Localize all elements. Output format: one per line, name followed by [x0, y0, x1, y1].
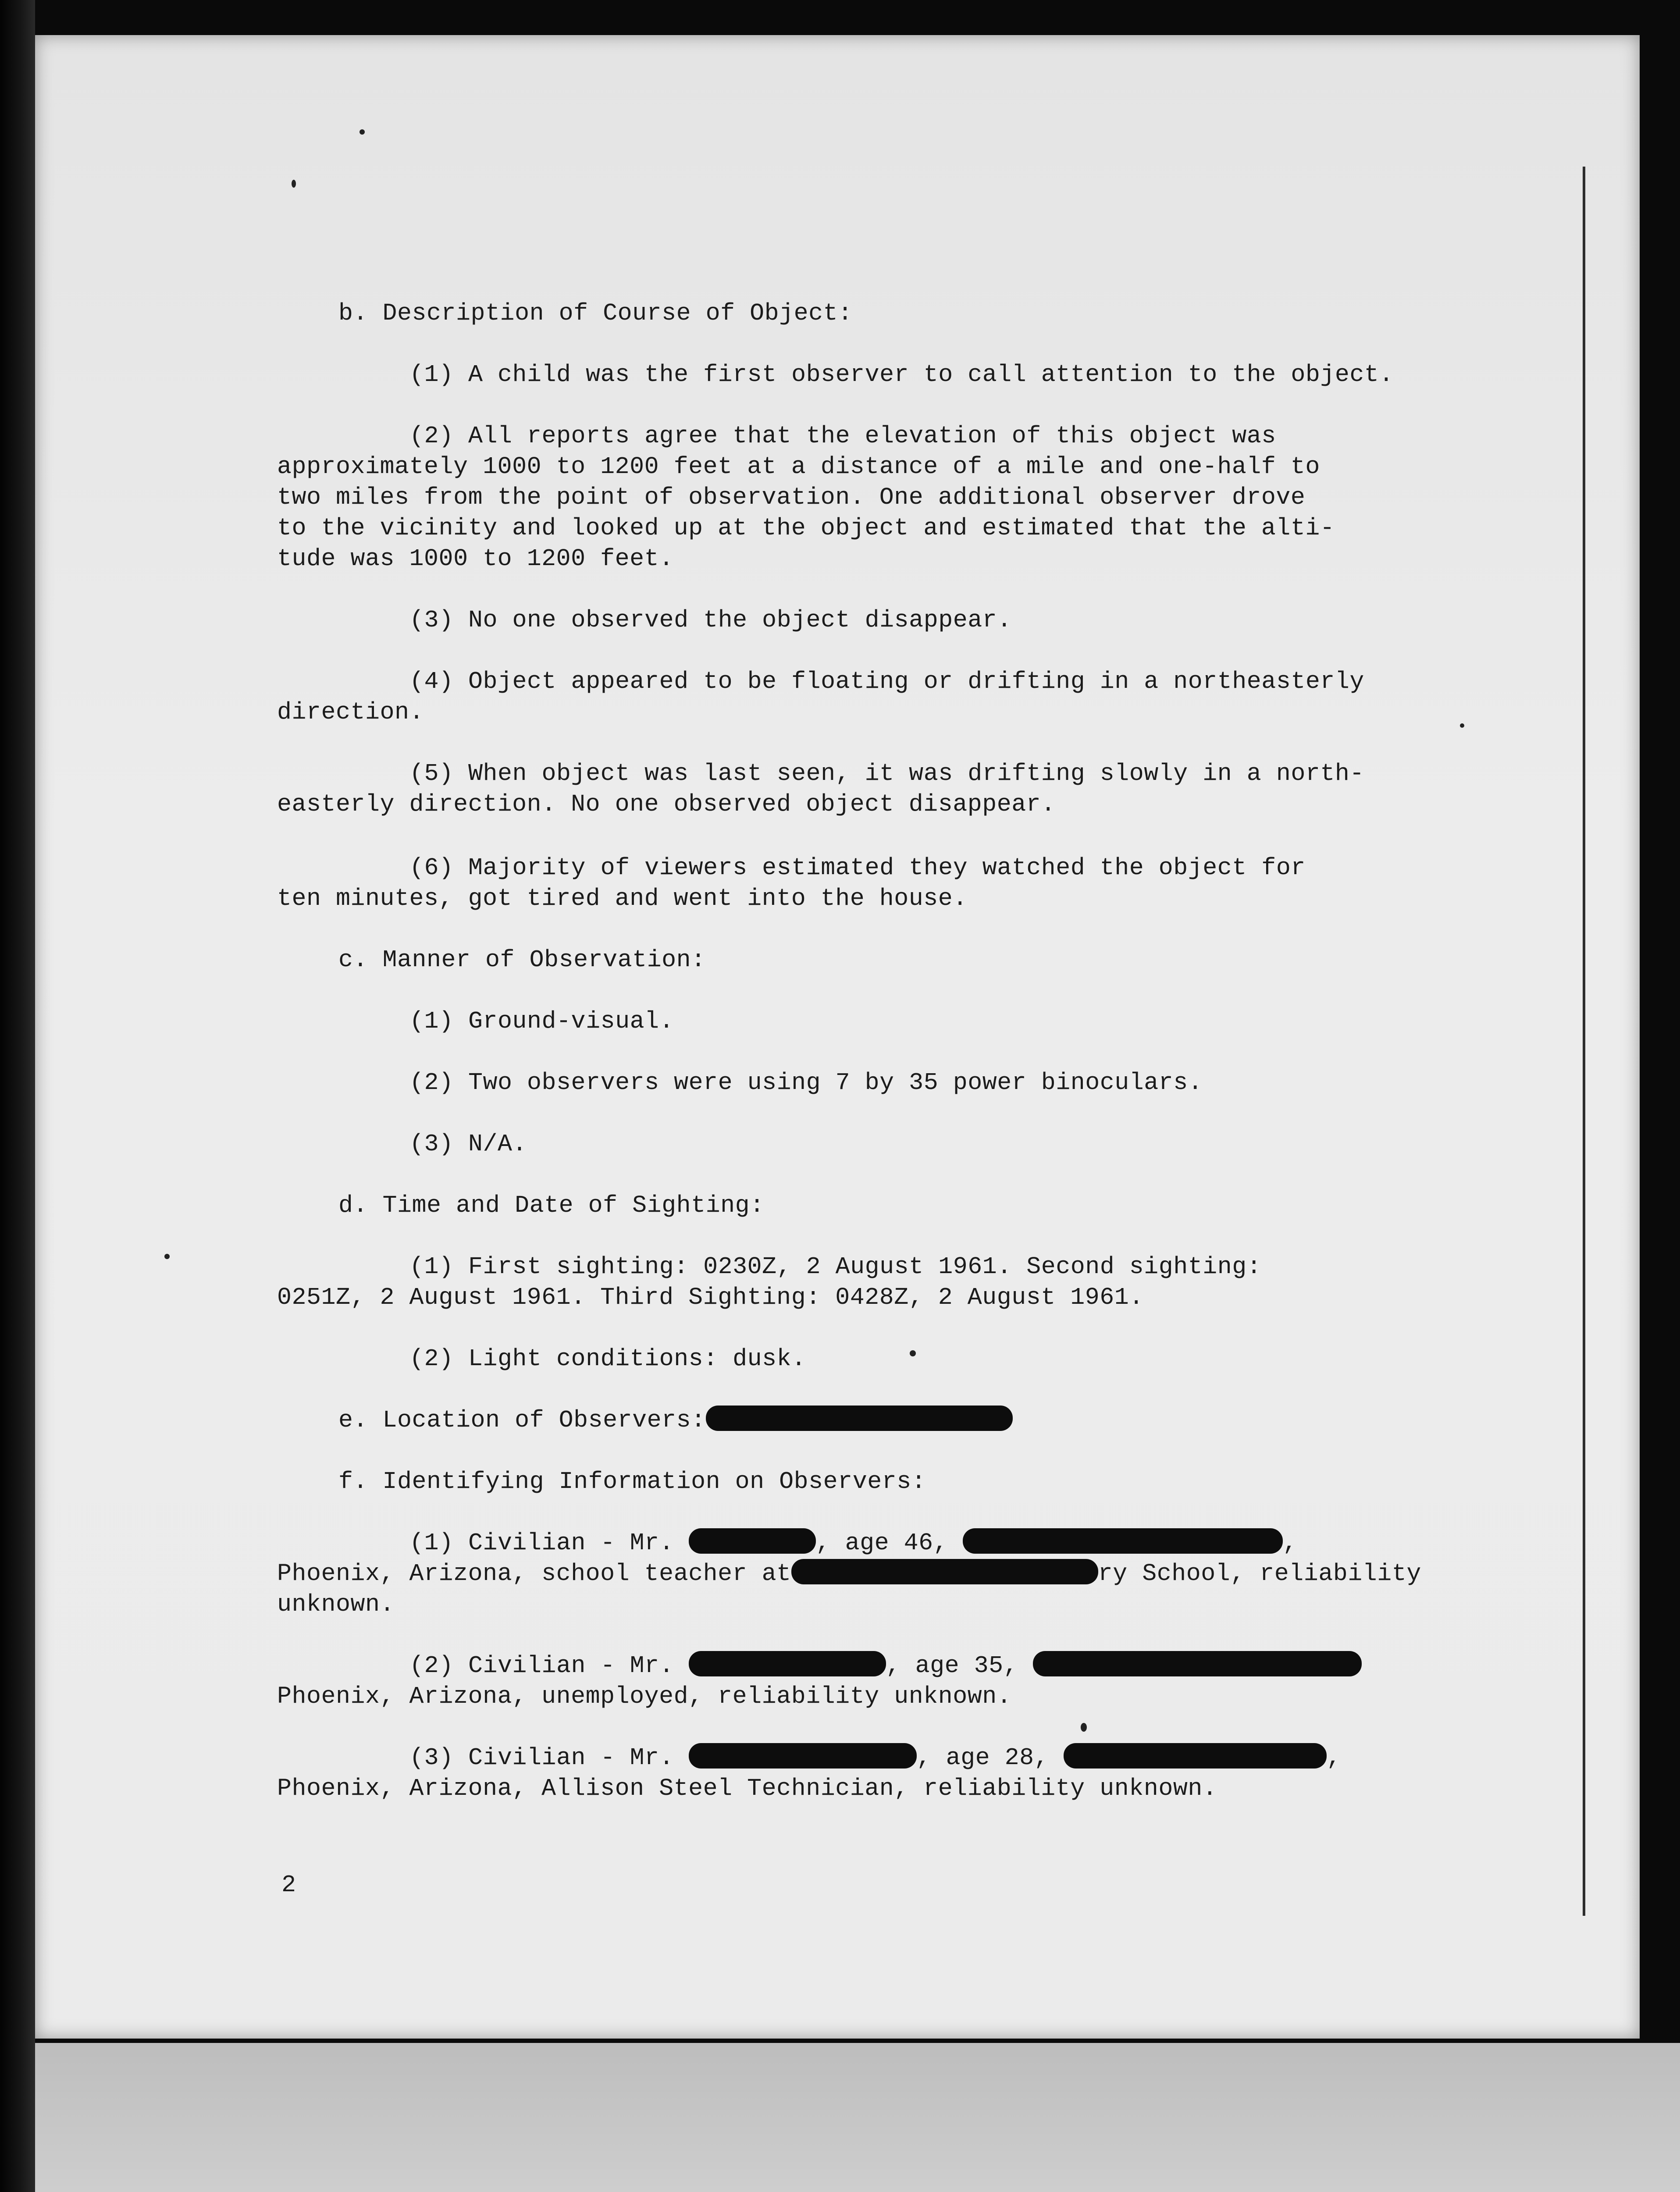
section-b-item-6-line-2: ten minutes, got tired and went into the house.: [277, 885, 968, 912]
section-b-heading: b. Description of Course of Object:: [338, 299, 853, 327]
redaction-bar: [791, 1559, 1098, 1584]
section-b-item-4-line-2: direction.: [277, 698, 424, 726]
observer-3-label: (3) Civilian - Mr.: [409, 1744, 674, 1772]
section-b-item-5-line-1: (5) When object was last seen, it was drifting slowly in a north-: [409, 760, 1364, 787]
section-b-item-2-line-5: tude was 1000 to 1200 feet.: [277, 545, 674, 573]
redaction-bar: [689, 1651, 886, 1676]
section-b-item-2-line-2: approximately 1000 to 1200 feet at a distance of a mile and one-half to: [277, 453, 1320, 480]
redaction-bar: [689, 1743, 917, 1769]
redaction-bar: [689, 1528, 816, 1554]
section-c-item-3: (3) N/A.: [409, 1130, 527, 1158]
section-b-item-2-line-4: to the vicinity and looked up at the object and estimated that the alti-: [277, 514, 1335, 542]
observer-2-line-1: [409, 1651, 1362, 1681]
section-c-heading: c. Manner of Observation:: [338, 946, 706, 974]
section-d-heading: d. Time and Date of Sighting:: [338, 1192, 765, 1219]
section-d-item-1-line-2: 0251Z, 2 August 1961. Third Sighting: 0428Z, 2 August 1961.: [277, 1284, 1144, 1311]
section-b-item-4-line-1: (4) Object appeared to be floating or drifting in a northeasterly: [409, 668, 1364, 695]
observer-3-line-1: [409, 1743, 1341, 1773]
section-b-item-2-line-3: two miles from the point of observation. One additional observer drove: [277, 484, 1306, 511]
observer-2-line-2: Phoenix, Arizona, unemployed, reliability unknown.: [277, 1683, 1012, 1710]
section-d-item-1-line-1: (1) First sighting: 0230Z, 2 August 1961. Second sighting:: [409, 1253, 1262, 1281]
section-d-item-2: (2) Light conditions: dusk.: [409, 1345, 806, 1373]
film-edge: [0, 0, 35, 2192]
observer-3-comma: ,: [1326, 1744, 1342, 1772]
observer-1-line-3: unknown.: [277, 1591, 395, 1618]
observer-1-label: (1) Civilian - Mr.: [409, 1529, 674, 1557]
document-body: [35, 35, 1640, 2039]
observer-1-age: , age 46,: [815, 1529, 948, 1557]
observer-1-comma: ,: [1282, 1529, 1298, 1557]
section-b-item-1: (1) A child was the first observer to call attention to the object.: [409, 361, 1394, 388]
redaction-bar: [1033, 1651, 1362, 1676]
section-e-line: [338, 1405, 1013, 1436]
redaction-bar: [1064, 1743, 1327, 1769]
section-b-item-3: (3) No one observed the object disappear.: [409, 606, 1012, 634]
background-surface: [35, 2043, 1680, 2192]
observer-1-school: ry School, reliability: [1098, 1560, 1421, 1587]
redaction-bar: [706, 1406, 1013, 1431]
section-b-item-2-line-1: (2) All reports agree that the elevation of this object was: [409, 422, 1276, 450]
observer-3-line-2: Phoenix, Arizona, Allison Steel Technician, reliability unknown.: [277, 1775, 1217, 1802]
redaction-bar: [963, 1528, 1283, 1554]
section-c-item-2: (2) Two observers were using 7 by 35 power binoculars.: [409, 1069, 1203, 1096]
observer-1-line-1: [409, 1528, 1297, 1559]
section-e-heading: e. Location of Observers:: [338, 1406, 706, 1434]
observer-2-age: , age 35,: [886, 1652, 1018, 1680]
section-f-heading: f. Identifying Information on Observers:: [338, 1468, 926, 1495]
document-page: [35, 35, 1640, 2039]
page-number: 2: [281, 1871, 296, 1899]
observer-2-label: (2) Civilian - Mr.: [409, 1652, 674, 1680]
observer-3-age: , age 28,: [916, 1744, 1049, 1772]
section-b-item-6-line-1: (6) Majority of viewers estimated they watched the object for: [409, 854, 1306, 882]
observer-1-occupation: Phoenix, Arizona, school teacher at: [277, 1560, 791, 1587]
section-c-item-1: (1) Ground-visual.: [409, 1007, 674, 1035]
observer-1-line-2: [277, 1559, 1421, 1589]
section-b-item-5-line-2: easterly direction. No one observed object disappear.: [277, 790, 1056, 818]
